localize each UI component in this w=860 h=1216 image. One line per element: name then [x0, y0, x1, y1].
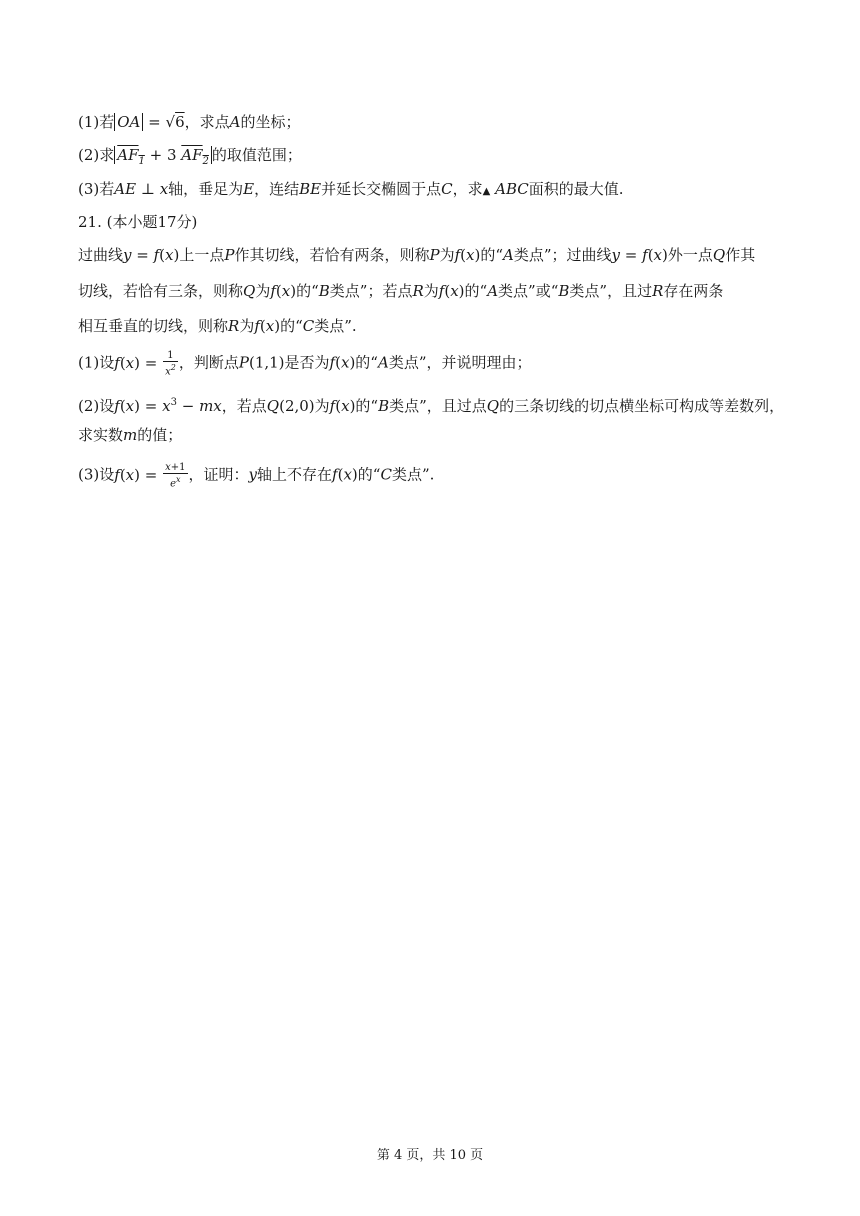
formula: f(x)	[454, 246, 481, 264]
formula: P	[429, 246, 440, 264]
q21-sub1	[78, 350, 531, 378]
text: 为	[439, 246, 455, 264]
formula-ae-perp: AE ⊥ x	[114, 180, 169, 198]
segment-label: BE	[299, 180, 322, 198]
formula: $f(x) = x^3$ − mx	[114, 397, 222, 415]
text: 的“	[355, 353, 378, 372]
text: 上一点	[179, 246, 225, 264]
formula: R	[652, 282, 664, 300]
q21-stem-line2	[78, 279, 723, 303]
text: 类点”.	[314, 317, 357, 335]
point-label: C	[441, 180, 453, 198]
text: 为	[314, 397, 330, 415]
formula: m	[123, 426, 138, 444]
formula: C	[302, 317, 315, 335]
text: 类点”，并说明理由；	[388, 353, 532, 372]
formula: f(x) = $\frac{x+1}{e^x}$	[114, 462, 186, 490]
text: 面积的最大值.	[528, 180, 624, 198]
formula: Q	[243, 282, 256, 300]
text: 的值；	[137, 426, 183, 444]
formula: B	[318, 282, 330, 300]
formula: f(x)	[329, 353, 356, 372]
text: 是否为	[284, 353, 330, 372]
triangle-label: ABC	[495, 180, 529, 198]
text: 的“	[480, 246, 504, 264]
formula: A	[487, 282, 499, 300]
text: 为	[423, 282, 439, 300]
formula: f(x)	[254, 317, 281, 335]
text: 相互垂直的切线，则称	[78, 317, 229, 335]
text: ，连结	[254, 180, 300, 198]
formula: B	[558, 282, 570, 300]
text: 轴，垂足为	[168, 180, 244, 198]
text: 的取值范围；	[211, 146, 302, 164]
formula: Q(2,0)	[266, 397, 315, 415]
q20-part3	[78, 177, 624, 201]
point-label: A	[229, 113, 241, 131]
part-label: (1)设	[78, 353, 115, 372]
formula: A	[503, 246, 514, 264]
q21-header: 21. (本小题17分)	[78, 213, 198, 231]
text: 的“	[357, 465, 381, 484]
text: 求实数	[78, 426, 124, 444]
text: 的“	[355, 397, 379, 415]
text: 轴上不存在	[257, 465, 333, 484]
formula: Q	[712, 246, 726, 264]
text: 过曲线	[78, 246, 124, 264]
formula: f(x) = $\frac{1}{x^2}$	[114, 350, 176, 378]
q20-part1: (1)若 OA = √6，求点A的坐标；	[78, 113, 301, 131]
text: ，判断点	[178, 353, 239, 372]
formula: A	[377, 353, 389, 372]
formula: y = f(x)	[611, 246, 668, 264]
formula: f(x)	[332, 465, 358, 484]
formula: R	[228, 317, 240, 335]
formula: B	[378, 397, 390, 415]
q21-stem-line3	[78, 314, 357, 338]
formula-oa: OA	[114, 113, 143, 131]
text: 的坐标；	[240, 113, 301, 131]
text: 的“	[464, 282, 488, 300]
text: 的“	[280, 317, 303, 335]
formula: Q	[486, 397, 500, 415]
text: 并延长交椭圆于点	[321, 180, 442, 198]
q21-sub2	[78, 391, 784, 415]
formula-sqrt6: 6	[175, 113, 185, 131]
text: ，求点	[184, 113, 230, 131]
part-label: (2)求	[78, 146, 115, 164]
text: ，若点	[221, 397, 267, 415]
formula: y = f(x)	[123, 246, 180, 264]
text: 作其	[725, 246, 756, 264]
formula: y	[248, 465, 258, 484]
text: ，证明：	[188, 465, 249, 484]
text: 类点”.	[391, 465, 435, 484]
text: 的三条切线的切点横坐标可构成等差数列，	[499, 397, 785, 415]
formula: f(x)	[438, 282, 465, 300]
page-footer: 第 4 页，共 10 页	[376, 1148, 484, 1163]
text: 类点”；过曲线	[513, 246, 612, 264]
part-label: (3)若	[78, 180, 115, 198]
q20-part2	[78, 143, 302, 167]
formula: f(x)	[329, 397, 356, 415]
triangle-icon: ▲	[482, 186, 491, 197]
q21-stem-line1	[78, 243, 755, 267]
text: 类点”，且过点	[389, 397, 487, 415]
text: 类点”，且过	[569, 282, 653, 300]
text: 的“	[296, 282, 319, 300]
text: ，求	[452, 180, 483, 198]
formula: P(1,1)	[238, 353, 285, 372]
text: 外一点	[667, 246, 713, 264]
text: 为	[239, 317, 255, 335]
part-label: (3)设	[78, 465, 115, 484]
text: 类点”或“	[498, 282, 559, 300]
q21-sub2-cont	[78, 423, 182, 447]
part-label: (2)设	[78, 397, 115, 415]
text: 作其切线，若恰有两条，则称	[234, 246, 430, 264]
part-label: (1)若	[78, 113, 115, 131]
formula: R	[412, 282, 424, 300]
text: 切线，若恰有三条，则称	[78, 282, 244, 300]
text: 存在两条	[663, 282, 724, 300]
point-label: E	[243, 180, 255, 198]
formula-vector-sum: $AF_1 + 3$ $AF_2$	[114, 146, 212, 164]
q21-sub3	[78, 462, 434, 490]
formula: P	[224, 246, 235, 264]
formula: C	[380, 465, 392, 484]
text: 为	[255, 282, 271, 300]
formula: f(x)	[270, 282, 297, 300]
text: 类点”；若点	[329, 282, 413, 300]
